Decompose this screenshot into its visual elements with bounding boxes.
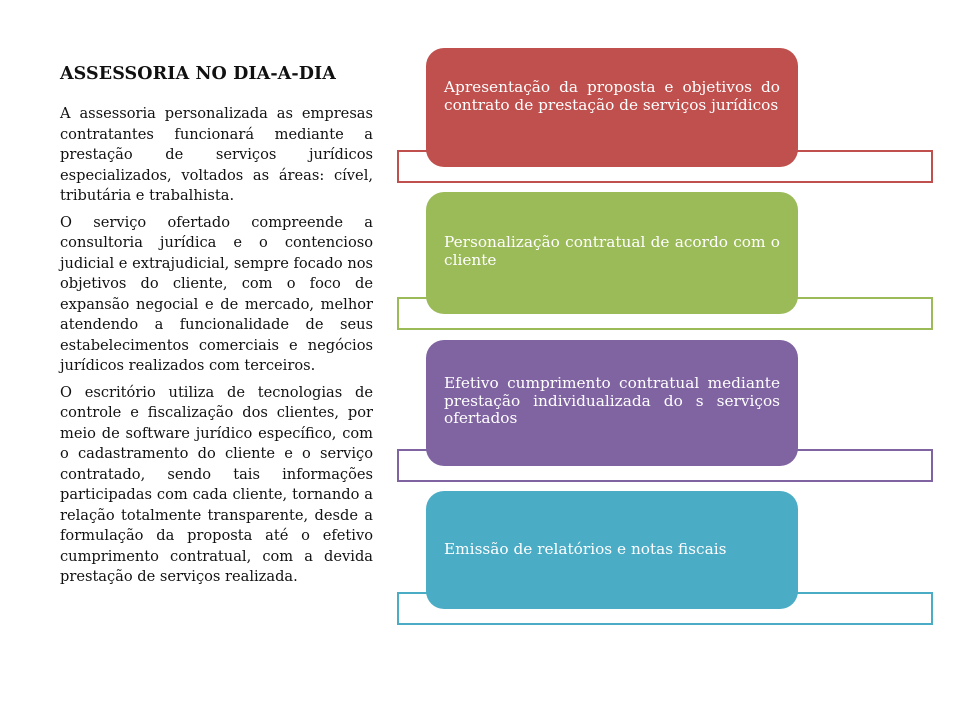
paragraph: A assessoria personalizada as empresas contratantes funcionará mediante a prestação de serviços jurídicos especializados, voltados as áreas: cível, tributária e trabalhista.	[60, 105, 373, 204]
step-3-card	[426, 340, 798, 466]
step-4-card	[426, 491, 798, 609]
step-3-text: Efetivo cumprimento contratual mediante prestação individualizada do s serviços ofertados	[444, 374, 780, 427]
page-title: ASSESSORIA NO DIA-A-DIA	[60, 64, 336, 84]
step-1-text: Apresentação da proposta e objetivos do contrato de prestação de serviços jurídicos	[444, 78, 780, 114]
paragraph: O serviço ofertado compreende a consultoria jurídica e o contencioso judicial e extrajudicial, sempre focado nos objetivos do cliente, com o foco de expansão negocial e de mercado, melhor atendendo a funcionalidade de seus estabelecimentos comerciais e negócios jurídicos realizados com terceiros.	[60, 213, 373, 374]
step-1-card	[426, 48, 798, 167]
step-4-text: Emissão de relatórios e notas fiscais	[444, 540, 727, 559]
step-2-card	[426, 192, 798, 314]
text-column	[60, 64, 373, 594]
paragraph: O escritório utiliza de tecnologias de controle e fiscalização dos clientes, por meio de software jurídico específico, com o cadastramento do cliente e o serviço contratado, sendo tais informações participadas com cada cliente, tornando a relação totalmente transparente, desde a formulação da proposta até o efetivo cumprimento contratual, com a devida prestação de serviços realizada.	[60, 383, 373, 585]
step-2-text: Personalização contratual de acordo com o cliente	[444, 233, 780, 269]
